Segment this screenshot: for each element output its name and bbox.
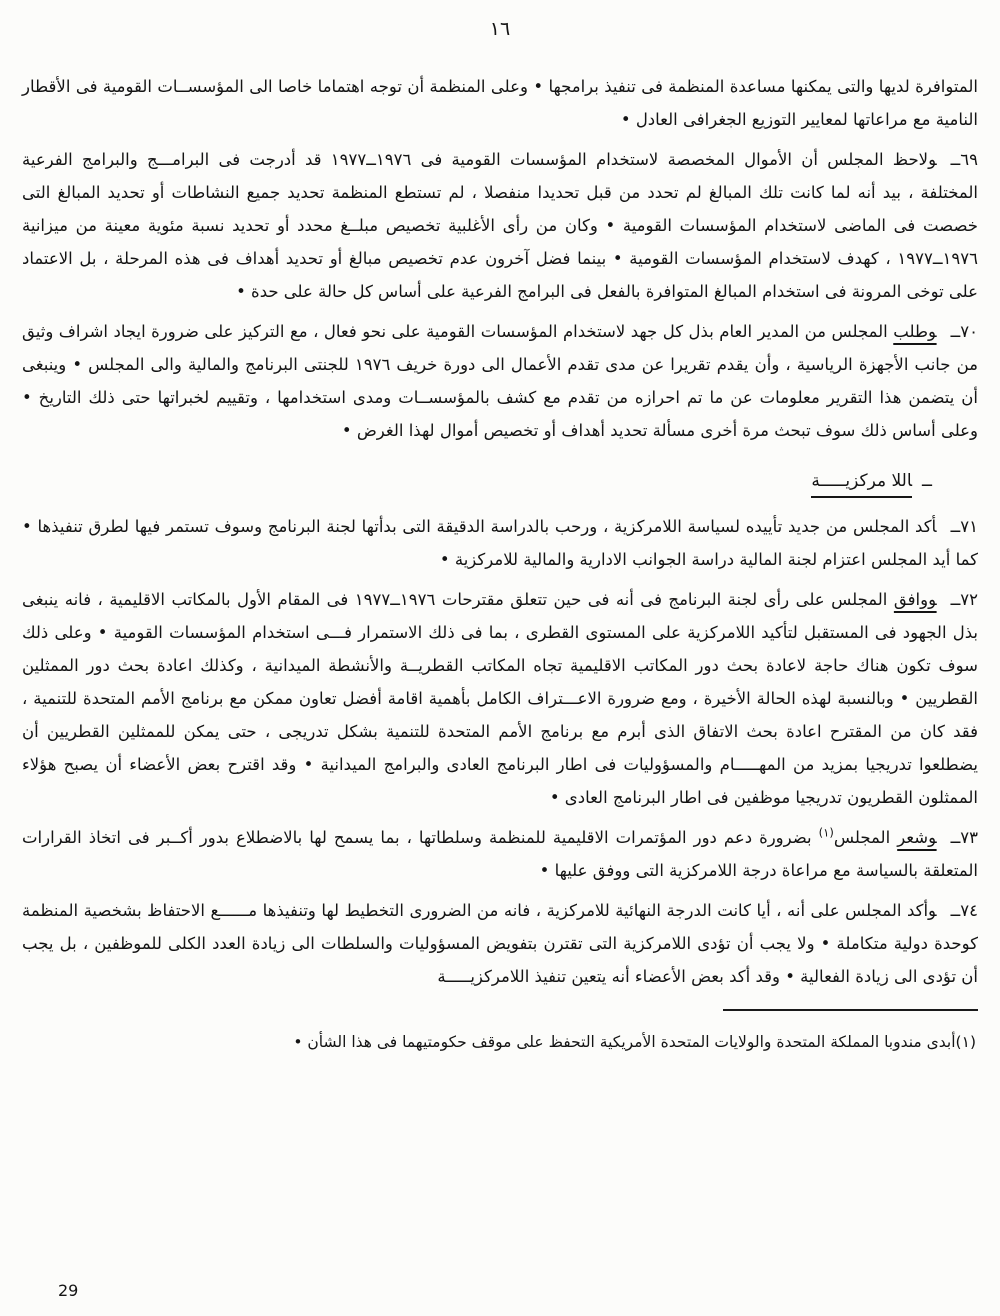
paragraph-71 <box>22 510 978 576</box>
paragraph-number: ٧٣ــ <box>950 828 979 847</box>
footnote <box>22 1027 978 1057</box>
paragraph-73 <box>22 821 978 887</box>
paragraph-text: أكد المجلس من جديد تأييده لسياسة اللامركزية ، ورحب بالدراسة الدقيقة التى بدأتها لجنة البرنامج وسوف تستمر فيها لطرق تنفيذها • كما أيد المجلس اعتزام لجنة المالية دراسة الجوانب الادارية والمالية للامركزية • <box>22 517 978 569</box>
paragraph-lead-underlined: وشعر <box>897 828 937 847</box>
paragraph-lead-underlined: ووافق <box>893 590 937 609</box>
heading-label: اللا مركزيـــــة <box>811 471 912 498</box>
page-number-top: ١٦ <box>489 18 511 40</box>
paragraph-number: ٧٢ــ <box>950 590 979 609</box>
paragraph-text: المتوافرة لديها والتى يمكنها مساعدة المنظمة فى تنفيذ برامجها • وعلى المنظمة أن توجه اهتماما خاصا الى المؤسســات القومية فى الأقطار النامية مع مراعاتها لمعايير التوزيع الجغرافى العادل • <box>22 77 978 129</box>
paragraph-70 <box>22 315 978 447</box>
paragraph-text-mid: المجلس <box>833 828 891 847</box>
paragraph-lead-underlined: وطلب <box>893 322 937 341</box>
page-number-bottom: 29 <box>58 1281 79 1300</box>
paragraph-72 <box>22 583 978 814</box>
paragraph-74 <box>22 894 978 993</box>
paragraph-text: ولاحظ المجلس أن الأموال المخصصة لاستخدام المؤسسات القومية فى ١٩٧٦ــ١٩٧٧ قد أدرجت فى البرامـــج والبرامج الفرعية المختلفة ، بيد أنه لما كانت تلك المبالغ لم تحدد من قبل تحديدا منفصلا ، لم تستطع المنظمة تحديد جميع النشاطات أو تحديد المبالغ التى خصصت فى الماضى لاستخدام المؤسسات القومية • وكان من رأى الأغلبية تخصيص مبلــغ محدد أو تحديد نسبة مئوية معينة من ميزانية ١٩٧٦ــ١٩٧٧ ، كهدف لاستخدام المؤسسات القومية • بينما فضل آخرون عدم تخصيص مبالغ أو تحديد أهداف فى هذه المرحلة ، بل الاعتماد على توخى المرونة فى استخدام المبالغ المتوافرة بالفعل فى البرامج الفرعية على أساس كل حالة على حدة • <box>22 150 978 301</box>
paragraph-text: المجلس من المدير العام بذل كل جهد لاستخدام المؤسسات القومية على نحو فعال ، مع التركيز على ضرورة ايجاد اشراف وثيق من جانب الأجهزة الرياسية ، وأن يقدم تقريرا عن مدى تقدم الأعمال الى دورة خريف ١٩٧٦ للجنتى البرنامج والمالية والى المجلس • وينبغى أن يتضمن هذا التقرير معلومات عن ما تم احرازه من تقدم مع كشف بالمؤسســات ومدى استخدامها ، وتقييم لخبراتها حتى ذلك التاريخ • وعلى أساس ذلك سوف تبحث مرة أخرى مسألة تحديد أهداف أو تخصيص أموال لهذا الغرض • <box>22 322 978 440</box>
paragraph-text: المجلس على رأى لجنة البرنامج فى أنه فى حين تتعلق مقترحات ١٩٧٦ــ١٩٧٧ فى المقام الأول بالمكاتب الاقليمية ، فانه ينبغى بذل الجهود فى المستقبل لتأكيد اللامركزية على المستوى القطرى ، بما فى ذلك الاستمرار فـــى استخدام المؤسسات القومية • وعلى ذلك سوف تكون هناك حاجة لاعادة بحث دور المكاتب الاقليمية تجاه المكاتب القطريــة والأنشطة الميدانية ، وكذلك اعادة بحث دور الممثلين القطريين • وبالنسبة لهذه الحالة الأخيرة ، ومع ضرورة الاعـــتراف الكامل بأهمية اقامة أفضل تعاون ممكن مع برنامج الأمم المتحدة للتنمية ، فقد كان من المقترح اعادة بحث الاتفاق الذى أبرم مع برنامج الأمم المتحدة للتنمية بشكل تدريجى ، حتى يمكن للممثلين القطريين أن يضطلعوا تدريجيا بمزيد من المهـــــام والمسؤوليات فى اطار البرنامج العادى والبرامج الميدانية • وقد اقترح بعض الأعضاء أن يصبح هؤلاء الممثلون القطريون تدريجيا موظفين فى اطار البرنامج العادى • <box>22 590 978 807</box>
paragraph-continuation <box>22 70 978 136</box>
paragraph-number: ٧٤ــ <box>950 901 978 920</box>
paragraph-number: ٧٠ــ <box>950 322 978 341</box>
footnote-text: أبدى مندوبا المملكة المتحدة والولايات المتحدة الأمريكية التحفظ على موقف حكومتيهما فى هذا الشأن • <box>293 1032 956 1051</box>
footnote-separator-rule <box>723 1009 978 1011</box>
heading-dash: ــ <box>922 471 932 491</box>
section-heading-decentralization <box>22 465 978 498</box>
paragraph-text: بضرورة دعم دور المؤتمرات الاقليمية للمنظمة وسلطاتها ، بما يسمح لها بالاضطلاع بدور أكــبر فى اتخاذ القرارات المتعلقة بالسياسة مع مراعاة درجة اللامركزية التى ووفق عليها • <box>22 828 978 880</box>
paragraph-number: ٦٩ــ <box>950 150 978 169</box>
footnote-marker: (١) <box>955 1032 976 1051</box>
paragraph-text: وأكد المجلس على أنه ، أيا كانت الدرجة النهائية للامركزية ، فانه من الضرورى التخطيط لها وتنفيذها مــــــع الاحتفاظ بشخصية المنظمة كوحدة دولية متكاملة • ولا يجب أن تؤدى اللامركزية التى تقترن بتفويض المسؤوليات والسلطات الى زيادة العدد الكلى للموظفين ، بل يجب أن تؤدى الى زيادة الفعالية • وقد أكد بعض الأعضاء أنه يتعين تنفيذ اللامركزيـــــة <box>22 901 978 986</box>
footnote-reference-marker: (١) <box>818 825 834 840</box>
document-body <box>22 70 978 1057</box>
paragraph-69 <box>22 143 978 308</box>
paragraph-number: ٧١ــ <box>950 517 978 536</box>
